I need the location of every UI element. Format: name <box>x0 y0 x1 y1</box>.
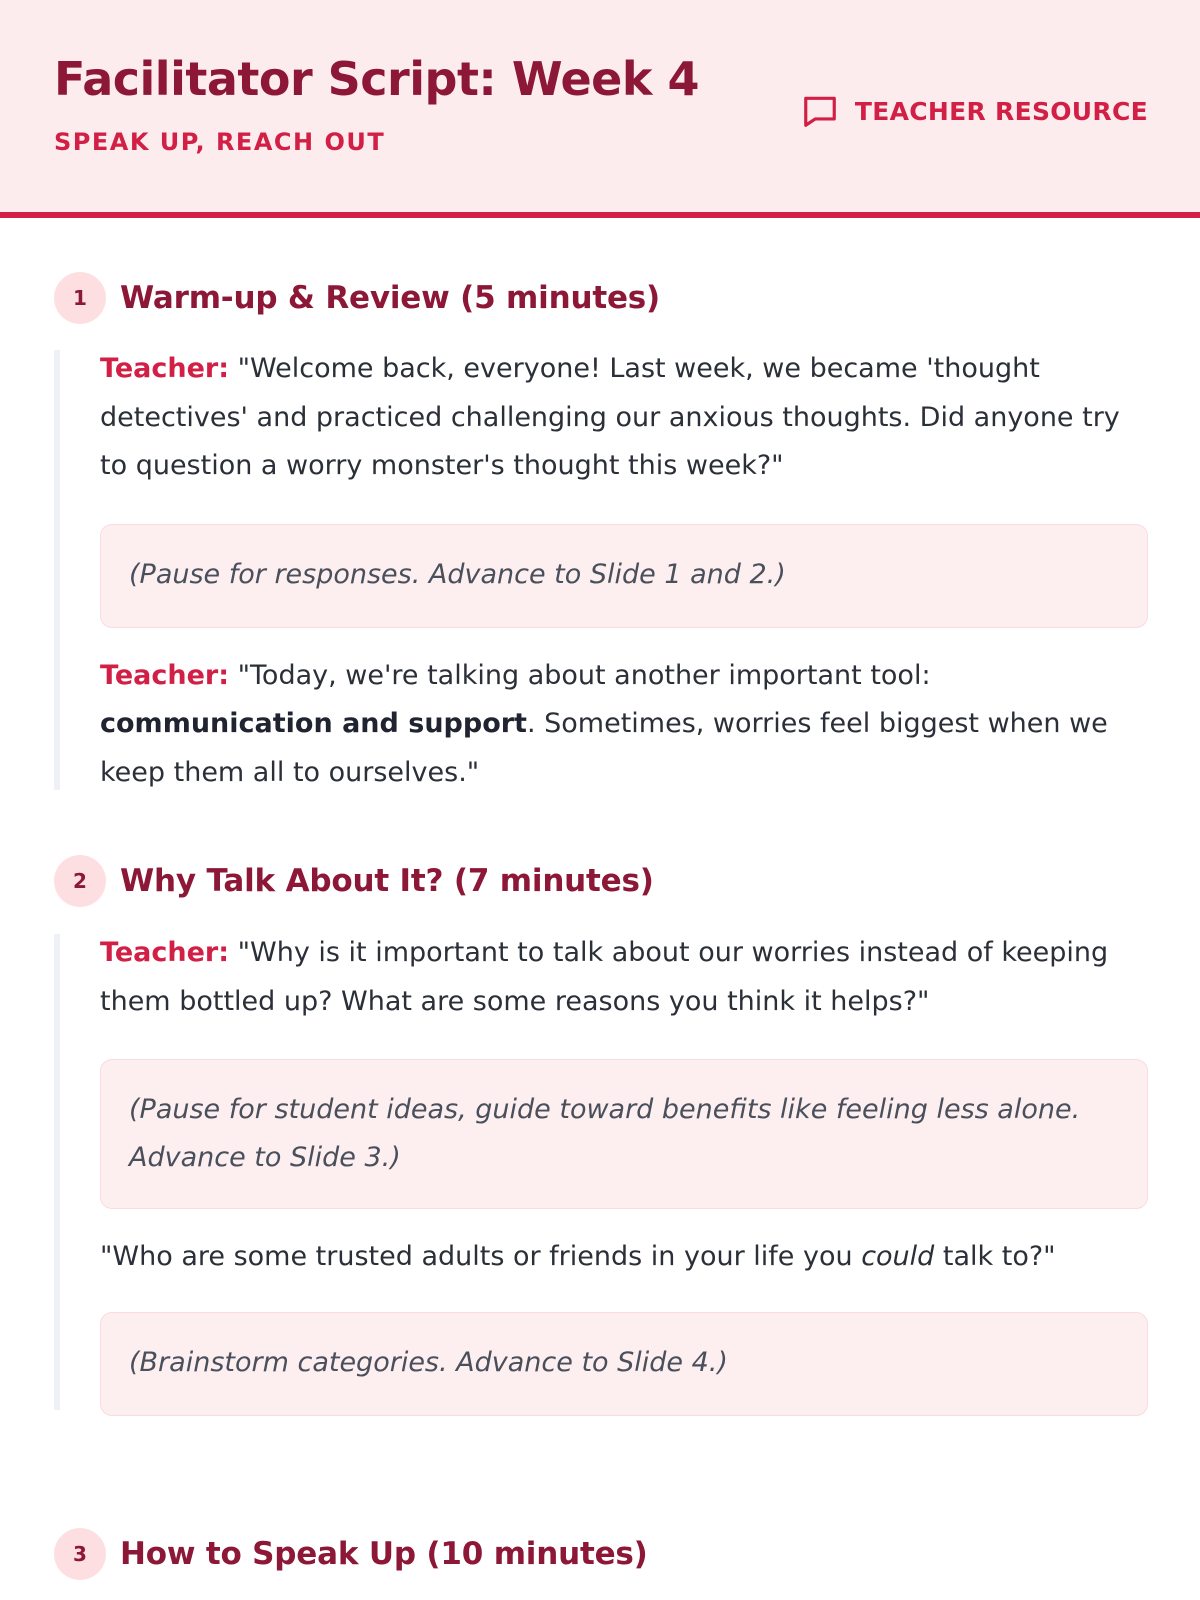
line-text: "Welcome back, everyone! Last week, we became 'thought detectives' and practiced challenging our anxious thoughts. Did anyone try to question a worry monster's thought this week?" <box>100 353 1120 481</box>
section-title: Why Talk About It? (7 minutes) <box>120 863 654 899</box>
speech-bubble-icon <box>801 92 839 130</box>
emphasis-italic: could <box>861 1241 935 1272</box>
section-number: 2 <box>54 855 106 907</box>
teacher-line <box>100 1233 1148 1282</box>
teacher-resource-badge <box>801 92 1148 130</box>
stage-direction <box>100 524 1148 628</box>
teacher-line <box>100 345 1148 491</box>
stage-direction-text: (Brainstorm categories. Advance to Slide 4.) <box>129 1347 728 1379</box>
speaker-label: Teacher: <box>100 937 230 968</box>
stage-direction <box>100 1312 1148 1416</box>
section-title: Warm-up & Review (5 minutes) <box>120 280 660 316</box>
stage-direction-text: (Pause for student ideas, guide toward benefits like feeling less alone. Advance to Slide 3.) <box>129 1093 1081 1173</box>
page-header <box>0 0 1200 218</box>
section-3-heading <box>54 1528 648 1580</box>
line-text: . Sometimes, worries feel biggest when we keep them all to ourselves." <box>100 708 1108 788</box>
section-1-heading <box>54 272 660 324</box>
line-text: "Why is it important to talk about our worries instead of keeping them bottled up? What are some reasons you think it helps?" <box>100 937 1109 1017</box>
teacher-line <box>100 652 1148 798</box>
emphasis-bold: communication and support <box>100 708 527 739</box>
line-text: "Today, we're talking about another important tool: <box>229 659 931 691</box>
line-text: "Who are some trusted adults or friends in your life you <box>100 1241 862 1272</box>
badge-label: TEACHER RESOURCE <box>854 96 1148 126</box>
section-number: 1 <box>54 272 106 324</box>
speaker-label: Teacher: <box>100 659 230 691</box>
section-2-heading <box>54 855 654 907</box>
speaker-label: Teacher: <box>100 353 230 384</box>
section-2-body <box>54 934 1148 1410</box>
page-subtitle: SPEAK UP, REACH OUT <box>54 128 386 156</box>
section-1-body <box>54 350 1148 790</box>
stage-direction <box>100 1059 1148 1209</box>
stage-direction-text: (Pause for responses. Advance to Slide 1 and 2.) <box>129 559 786 591</box>
section-number: 3 <box>54 1528 106 1580</box>
section-title: How to Speak Up (10 minutes) <box>120 1536 648 1572</box>
line-text: talk to?" <box>934 1241 1056 1272</box>
page-title: Facilitator Script: Week 4 <box>54 52 699 106</box>
teacher-line <box>100 929 1148 1026</box>
